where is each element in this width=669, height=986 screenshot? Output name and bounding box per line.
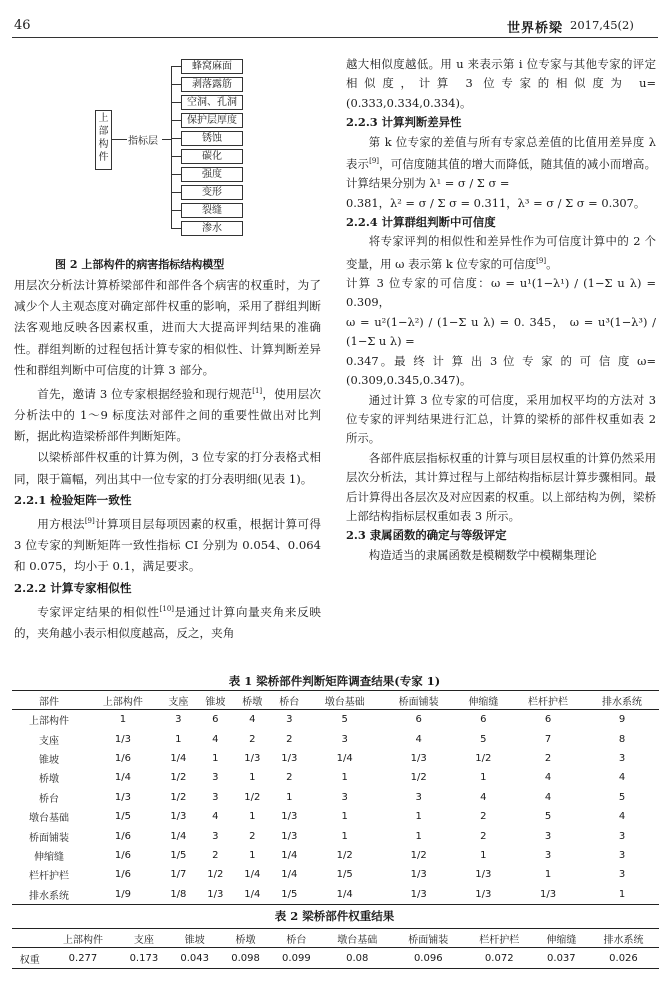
citation: [9] <box>84 517 95 526</box>
table-cell: 1/3 <box>114 733 131 745</box>
table-cell: 4 <box>618 811 626 823</box>
table-cell: 1 <box>249 811 256 823</box>
diagram-root-box: 上部构件 <box>95 110 112 170</box>
table-cell: 1/2 <box>207 869 224 881</box>
table-cell: 1 <box>249 772 256 784</box>
paragraph: 将专家评判的相似性和差异性作为可信度计算中的 2 个变量，用 ω 表示第 k 位专家的可信度[9]。 <box>346 234 656 271</box>
citation: [9] <box>536 256 547 265</box>
table-cell: 4 <box>480 791 487 803</box>
journal-name: 世界桥梁 <box>507 21 564 36</box>
paragraph: 首先，邀请 3 位专家根据经验和现行规范[1]，使用层次分析法中的 1～9 标度法对部件之间的重要性做出对比判断，据此构造梁桥部件判断矩阵。 <box>14 386 321 444</box>
table-cell: 1/4 <box>234 885 271 905</box>
table-cell: 6 <box>415 714 422 726</box>
table-cell: 2 <box>480 830 487 842</box>
diagram-leaf-box: 渗水 <box>181 221 243 236</box>
table-cell: 伸缩缝 <box>33 851 64 863</box>
table-cell: 1/2 <box>410 849 427 861</box>
table-header-cell: 上部构件 <box>47 929 118 948</box>
table-header-cell: 排水系统 <box>588 929 659 948</box>
table-cell: 4 <box>415 733 422 745</box>
table-cell: 1 <box>480 772 487 784</box>
table-cell: 1/6 <box>114 752 131 764</box>
table-cell: 3 <box>212 772 219 784</box>
table-cell: 1 <box>480 849 487 861</box>
table-cell: 2 <box>286 733 293 745</box>
table-cell: 1/4 <box>244 869 261 881</box>
table-cell: 8 <box>618 733 626 745</box>
table2 <box>12 928 659 969</box>
table-cell: 5 <box>480 733 487 745</box>
diagram-leaf-box: 裂缝 <box>181 203 243 218</box>
table-cell: 3 <box>212 791 219 803</box>
table-cell: 1 <box>585 885 659 905</box>
table-cell: 1 <box>341 811 348 823</box>
table-cell: 3 <box>175 714 182 726</box>
table-header-cell: 桥墩 <box>220 929 271 948</box>
table-cell: 3 <box>341 733 348 745</box>
table-cell: 1/5 <box>336 869 353 881</box>
table-cell: 1/6 <box>114 869 131 881</box>
citation: [9] <box>369 157 380 166</box>
table-cell: 1/2 <box>336 849 353 861</box>
table-cell: 桥台 <box>38 793 59 805</box>
table-cell: 5 <box>341 714 348 726</box>
table-cell: 1 <box>415 830 422 842</box>
table-row <box>12 948 659 969</box>
table-cell: 栏杆护栏 <box>28 871 69 883</box>
table-cell: 支座 <box>38 735 59 747</box>
table-header-cell: 支座 <box>160 691 197 710</box>
table-cell: 5 <box>618 791 626 803</box>
diagram-branch <box>171 138 181 139</box>
table-cell: 1/9 <box>86 885 160 905</box>
section-heading: 2.2.3 计算判断差异性 <box>346 115 462 130</box>
diagram-branch <box>171 192 181 193</box>
table-header-cell: 锥坡 <box>197 691 234 710</box>
table-cell: 3 <box>212 830 219 842</box>
page-number: 46 <box>14 18 31 33</box>
structure-diagram <box>95 55 245 245</box>
right-column <box>346 55 656 565</box>
diagram-branch <box>171 66 181 67</box>
table-header-cell: 桥面铺装 <box>382 691 456 710</box>
table-cell: 1/6 <box>114 849 131 861</box>
table-cell: 1/2 <box>244 791 261 803</box>
table-row <box>12 846 659 865</box>
table-cell: 1/3 <box>281 811 298 823</box>
table-header-cell: 部件 <box>12 691 86 710</box>
diagram-branch <box>171 156 181 157</box>
table-cell: 0.099 <box>271 948 322 969</box>
table-cell: 1/4 <box>170 830 187 842</box>
table-cell: 3 <box>544 830 552 842</box>
section-heading: 2.2.2 计算专家相似性 <box>14 580 132 595</box>
table-cell: 0.026 <box>588 948 659 969</box>
table-cell: 0.072 <box>464 948 535 969</box>
table-header-cell: 伸缩缝 <box>535 929 588 948</box>
table-cell: 1/3 <box>244 752 261 764</box>
table-row <box>12 788 659 807</box>
table-cell: 0.043 <box>169 948 220 969</box>
table-header-cell: 排水系统 <box>585 691 659 710</box>
table-header-cell: 桥台 <box>271 691 308 710</box>
table-cell: 1/4 <box>281 849 298 861</box>
table-cell: 3 <box>341 791 348 803</box>
issue-info: 2017,45(2) <box>570 18 634 32</box>
table-cell: 3 <box>618 830 626 842</box>
left-column <box>14 275 321 644</box>
formula-line: 0.347。最 终 计 算 出 3 位 专 家 的 可 信 度 ω=(0.309,0.345,0.347)。 <box>346 353 656 388</box>
citation: [1] <box>252 387 263 396</box>
table-cell: 1/3 <box>456 885 511 905</box>
table-cell: 1/4 <box>281 869 298 881</box>
paragraph: 各部件底层指标权重的计算与项目层权重的计算仍然采用层次分析法，其计算过程与上部结构指标层计算步骤相同。最后计算得出各层次及对应因素的权重。以上部结构为例，梁桥上部结构指标层权重如表 3 所示。 <box>346 450 656 523</box>
table-header-cell: 桥台 <box>271 929 322 948</box>
table-cell: 1/2 <box>170 791 187 803</box>
table-cell: 1/5 <box>114 811 131 823</box>
table-cell: 1/5 <box>271 885 308 905</box>
diagram-leaf-box: 蜂窝麻面 <box>181 59 243 74</box>
table-cell: 6 <box>212 714 219 726</box>
table-header-cell: 桥面铺装 <box>393 929 464 948</box>
diagram-branch <box>171 120 181 121</box>
table-cell: 9 <box>618 714 626 726</box>
diagram-mid-label: 指标层 <box>128 136 158 147</box>
table-cell: 1/4 <box>114 772 131 784</box>
table-row <box>12 749 659 768</box>
table-row <box>12 710 659 730</box>
table-cell: 1/3 <box>382 885 456 905</box>
table-row <box>12 885 659 905</box>
diagram-leaf-box: 锈蚀 <box>181 131 243 146</box>
table-cell: 1/8 <box>160 885 197 905</box>
paragraph: 第 k 位专家的差值与所有专家总差值的比值用差异度 λ 表示[9]，可信度随其值的增大而降低，随其值的减小而增高。计算结果分别为 λ¹ = σ / Σ σ = <box>346 134 656 191</box>
table-cell: 1/3 <box>410 869 427 881</box>
diagram-branch <box>171 210 181 211</box>
table-cell: 4 <box>544 791 552 803</box>
diagram-leaf-box: 变形 <box>181 185 243 200</box>
table-cell: 2 <box>212 849 219 861</box>
section-heading: 2.2.4 计算群组判断中可信度 <box>346 215 496 230</box>
formula-line: 0.381，λ² = σ / Σ σ = 0.311，λ³ = σ / Σ σ = 0.307。 <box>346 195 646 210</box>
table-cell: 4 <box>212 811 219 823</box>
table-cell: 1/3 <box>410 752 427 764</box>
table-cell: 1/3 <box>281 752 298 764</box>
table-row <box>12 826 659 845</box>
table-header-cell <box>12 929 47 948</box>
table-cell: 1/3 <box>197 885 234 905</box>
table-header-cell: 桥墩 <box>234 691 271 710</box>
table-header-cell: 墩台基础 <box>308 691 382 710</box>
diagram-leaf-box: 剥落露筋 <box>181 77 243 92</box>
table-cell: 1/7 <box>170 869 187 881</box>
table-cell: 1/6 <box>114 830 131 842</box>
diagram-branch <box>171 84 181 85</box>
table-cell: 4 <box>249 714 256 726</box>
table-cell: 1/3 <box>281 830 298 842</box>
table-cell: 4 <box>544 772 552 784</box>
table-cell: 1 <box>341 830 348 842</box>
table-cell: 1/3 <box>511 885 585 905</box>
table-cell: 锥坡 <box>38 754 59 766</box>
citation: [10] <box>159 604 175 613</box>
diagram-leaf-box: 保护层厚度 <box>181 113 243 128</box>
table-cell: 1 <box>415 811 422 823</box>
table-cell: 2 <box>249 733 256 745</box>
table-cell: 桥面铺装 <box>28 832 69 844</box>
table-cell: 6 <box>544 714 552 726</box>
figure-caption: 图 2 上部构件的病害指标结构模型 <box>55 258 225 271</box>
table-row <box>12 807 659 826</box>
table-cell: 1 <box>544 869 552 881</box>
table2-caption: 表 2 梁桥部件权重结果 <box>274 909 395 923</box>
table-cell: 3 <box>618 869 626 881</box>
header-rule <box>12 37 658 38</box>
table-cell: 2 <box>480 811 487 823</box>
diagram-trunk <box>171 66 172 228</box>
table-cell: 墩台基础 <box>28 813 69 825</box>
table-cell: 3 <box>618 752 626 764</box>
table-cell: 2 <box>286 772 293 784</box>
table-cell: 5 <box>544 811 552 823</box>
paragraph: 用方根法[9]计算项目层每项因素的权重，根据计算可得 3 位专家的判断矩阵一致性指标 CI 分别为 0.054、0.064 和 0.075，均小于 0.1，满足要求。 <box>14 516 321 574</box>
table-cell: 6 <box>480 714 487 726</box>
table-cell: 0.08 <box>322 948 393 969</box>
table-header-cell: 上部构件 <box>86 691 160 710</box>
paragraph: 以梁桥部件权重的计算为例，3 位专家的打分表格式相同，限于篇幅，列出其中一位专家的打分表明细(见表 1)。 <box>14 450 321 486</box>
table-cell: 上部构件 <box>28 716 69 728</box>
table-cell: 1 <box>212 752 219 764</box>
table-cell: 1/4 <box>170 752 187 764</box>
table-header-cell: 支座 <box>118 929 169 948</box>
table-cell: 1/2 <box>410 772 427 784</box>
section-heading: 2.3 隶属函数的确定与等级评定 <box>346 528 507 543</box>
table-cell: 1/4 <box>308 885 382 905</box>
diagram-branch <box>171 102 181 103</box>
table-cell: 0.173 <box>118 948 169 969</box>
formula-line: 计算 3 位专家的可信度：ω = u¹(1−λ¹) / (1−Σ u λ) = 0.309， <box>346 276 656 310</box>
diagram-branch <box>171 174 181 175</box>
diagram-connector <box>162 139 171 140</box>
table-cell: 1/2 <box>475 752 492 764</box>
diagram-connector <box>112 139 127 140</box>
table-cell: 1/5 <box>170 849 187 861</box>
table-row <box>12 768 659 787</box>
table-cell: 1 <box>341 772 348 784</box>
paragraph: 构造适当的隶属函数是模糊数学中模糊集理论 <box>368 547 597 562</box>
table-cell: 3 <box>544 849 552 861</box>
table-cell: 3 <box>286 714 293 726</box>
table-header-cell: 墩台基础 <box>322 929 393 948</box>
diagram-leaf-box: 强度 <box>181 167 243 182</box>
table-cell: 1 <box>175 733 182 745</box>
table-cell: 4 <box>618 772 626 784</box>
formula-line: ω = u²(1−λ²) / (1−Σ u λ) = 0. 345， ω = u³(1−λ³) / (1−Σ u λ) = <box>346 314 656 349</box>
table-cell: 2 <box>544 752 552 764</box>
table-cell: 4 <box>212 733 219 745</box>
table-cell: 排水系统 <box>12 885 86 905</box>
table-header-cell: 伸缩缝 <box>456 691 511 710</box>
table-cell: 3 <box>415 791 422 803</box>
table-cell: 1/3 <box>114 791 131 803</box>
paragraph: 通过计算 3 位专家的可信度，采用加权平均的方法对 3 位专家的评判结果进行汇总，计算的梁桥的部件权重如表 2 所示。 <box>346 392 656 446</box>
table-cell: 桥墩 <box>38 774 59 786</box>
table-row <box>12 865 659 884</box>
table-cell: 1 <box>119 714 127 726</box>
diagram-branch <box>171 228 181 229</box>
table-header-cell: 锥坡 <box>169 929 220 948</box>
paragraph: 专家评定结果的相似性[10]是通过计算向量夹角来反映的，夹角越小表示相似度越高，反之，夹角 <box>14 604 321 640</box>
table-cell: 0.277 <box>47 948 118 969</box>
table-header-cell: 栏杆护栏 <box>464 929 535 948</box>
diagram-leaf-box: 空洞、孔洞 <box>181 95 243 110</box>
table-cell: 1/4 <box>336 752 353 764</box>
table-row <box>12 729 659 748</box>
table1 <box>12 690 659 905</box>
paragraph: 用层次分析法计算桥梁部件和部件各个病害的权重时，为了减少个人主观态度对确定部件权重的影响，采用了群组判断法客观地反映各因素权重，进而大大提高评判结果的准确性。群组判断的过程包括计算专家的相似性、计算判断差异性和群组判断中可信度的计算 3 部分。 <box>14 278 321 377</box>
table-cell: 1 <box>286 791 293 803</box>
table1-caption: 表 1 梁桥部件判断矩阵调查结果(专家 1) <box>228 674 441 688</box>
table-cell: 0.098 <box>220 948 271 969</box>
table-cell: 0.037 <box>535 948 588 969</box>
table-cell: 7 <box>544 733 552 745</box>
table-cell: 0.096 <box>393 948 464 969</box>
diagram-leaf-box: 碳化 <box>181 149 243 164</box>
table-cell: 2 <box>249 830 256 842</box>
table-cell: 3 <box>618 849 626 861</box>
table-cell: 1 <box>249 849 256 861</box>
paragraph: 越大相似度越低。用 u 来表示第 i 位专家与其他专家的评定相似度，计算 3 位专家的相似度为 u=(0.333,0.334,0.334)。 <box>346 57 656 110</box>
table-cell: 1/3 <box>170 811 187 823</box>
table-header-cell: 栏杆护栏 <box>511 691 585 710</box>
table-cell: 1/3 <box>475 869 492 881</box>
table-cell: 权重 <box>12 948 47 969</box>
table-cell: 1/2 <box>170 772 187 784</box>
section-heading: 2.2.1 检验矩阵一致性 <box>14 492 132 507</box>
